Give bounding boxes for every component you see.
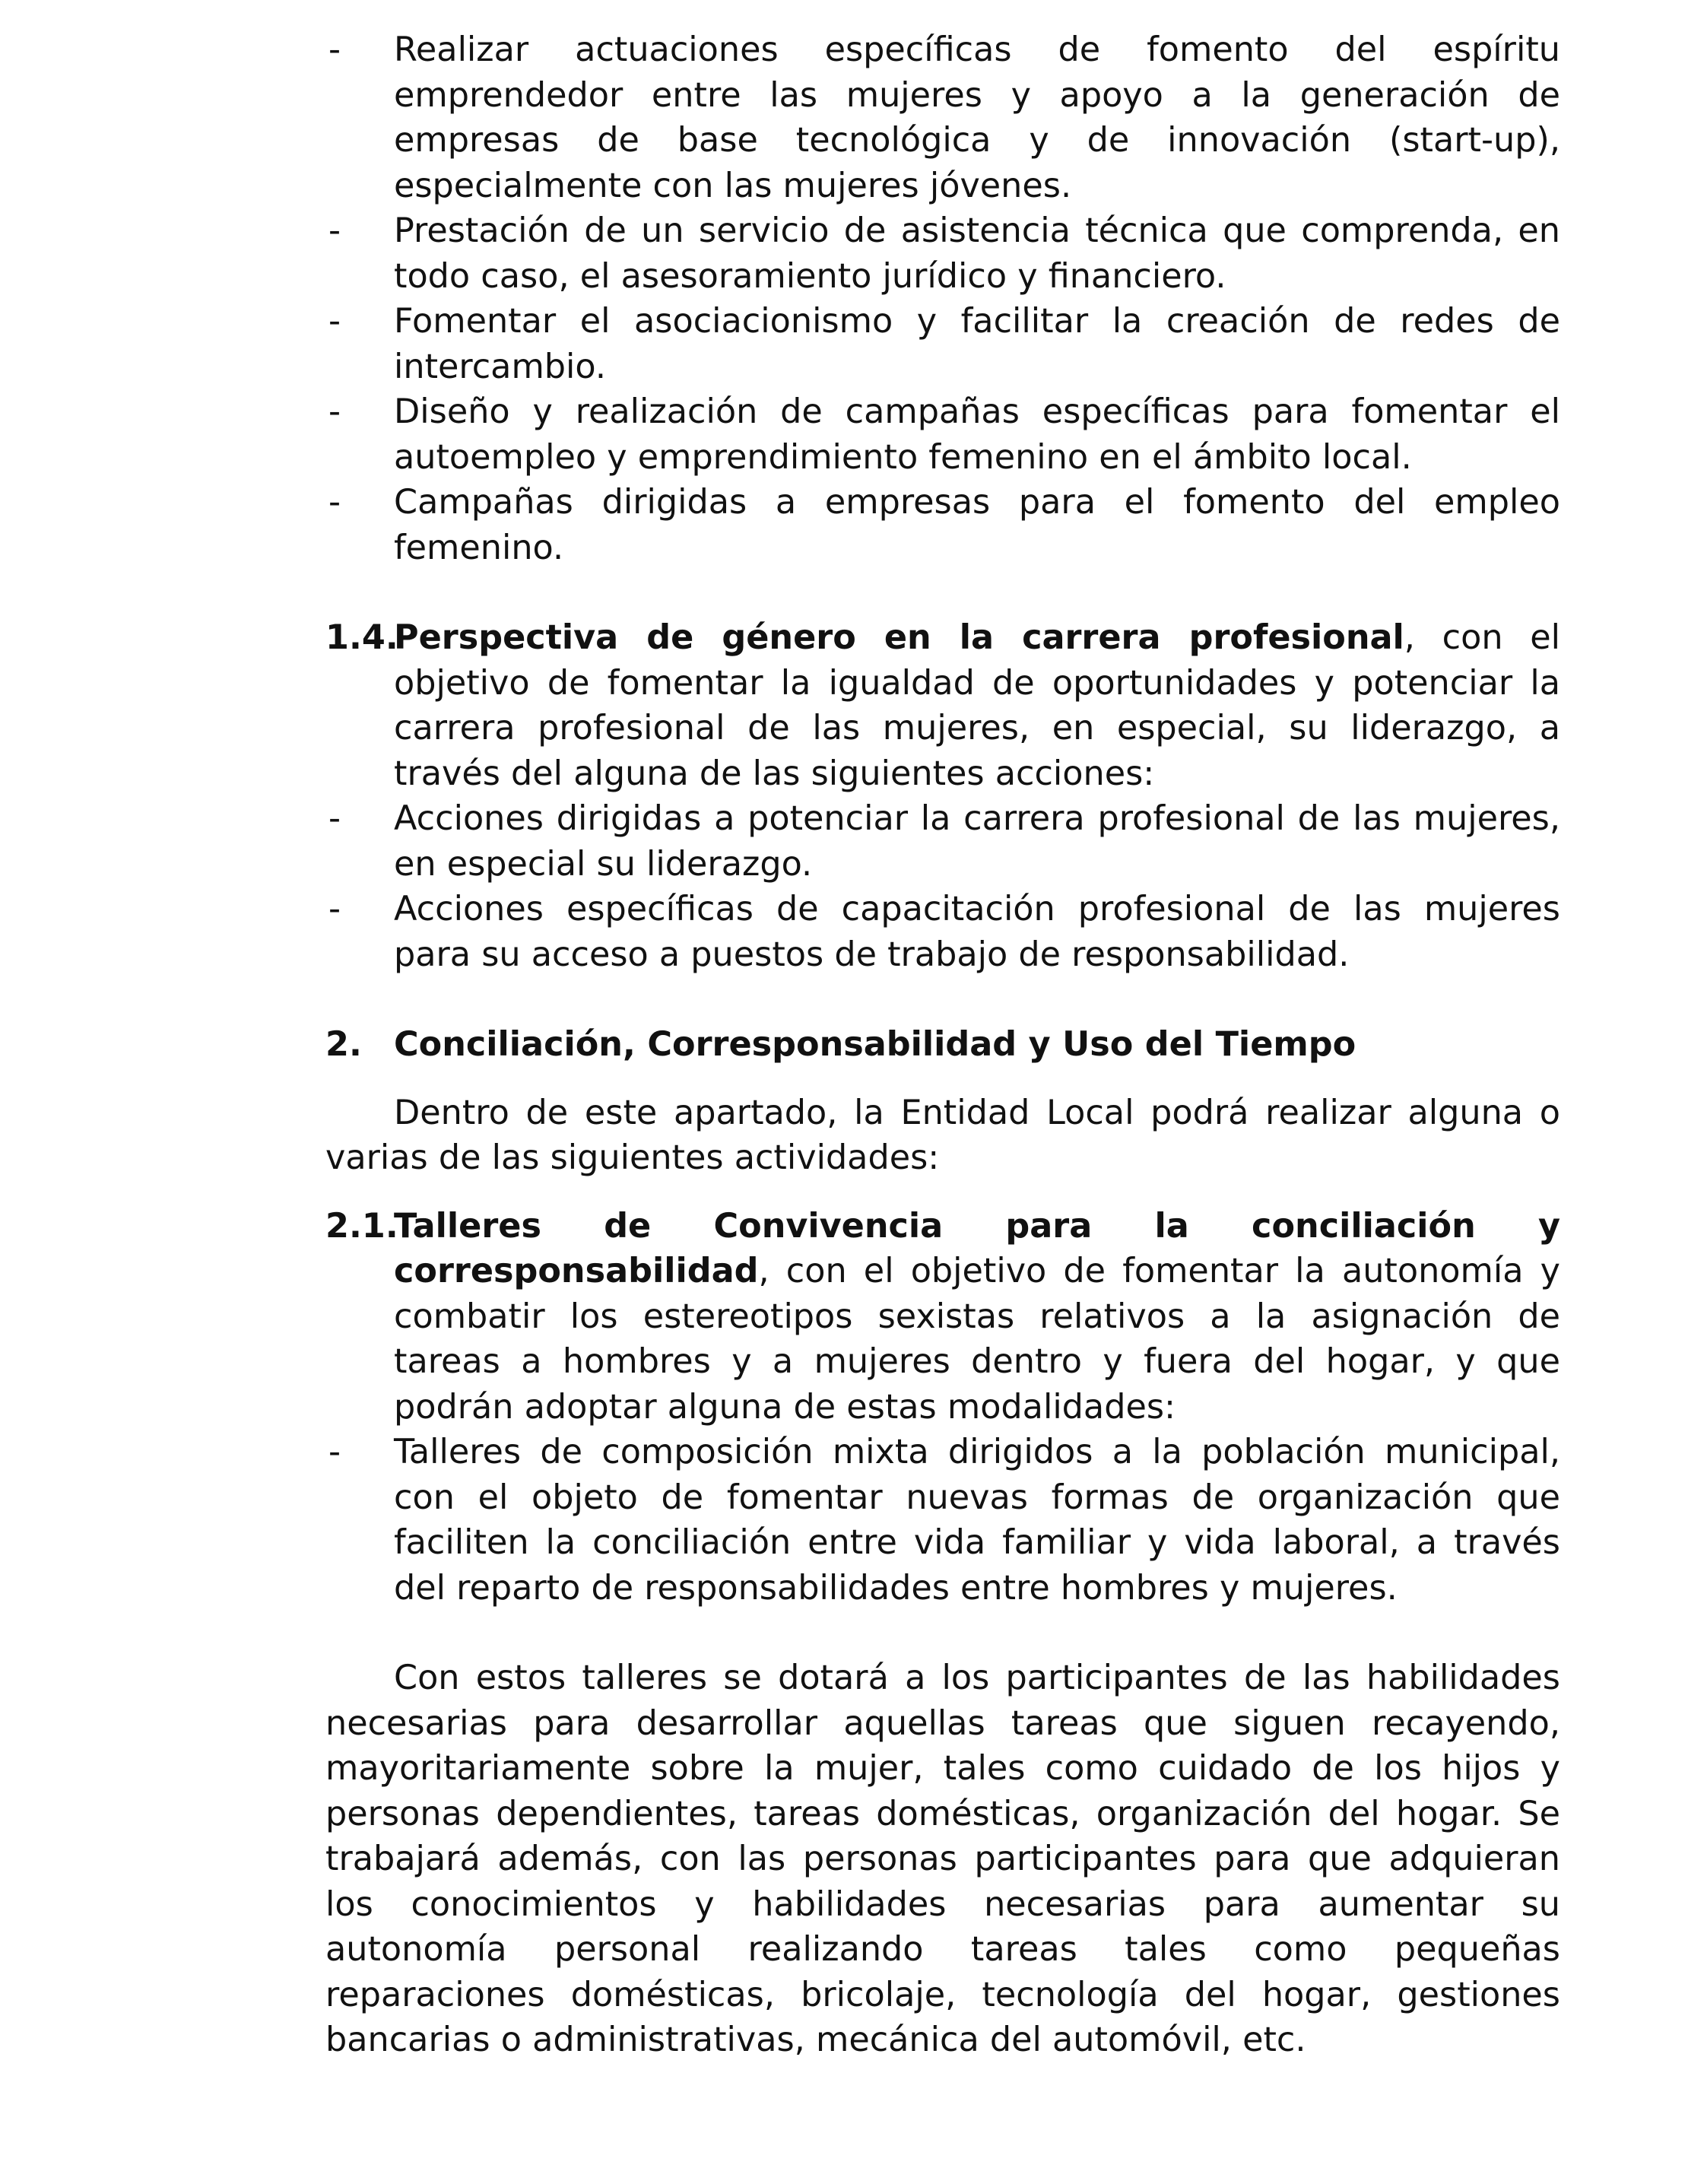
bullet-marker: - bbox=[328, 890, 341, 929]
document-page bbox=[325, 27, 1560, 2063]
list-item-text: Fomentar el asociacionismo y facilitar la creación de redes de intercambio. bbox=[394, 302, 1560, 386]
section-number: 2.1. bbox=[325, 1206, 398, 1246]
bullet-marker: - bbox=[328, 30, 341, 69]
list-item-text: Campañas dirigidas a empresas para el fomento del empleo femenino. bbox=[394, 483, 1560, 567]
list-item-text: Acciones dirigidas a potenciar la carrera profesional de las mujeres, en especial su liderazgo. bbox=[394, 799, 1560, 884]
list-item bbox=[325, 1430, 1560, 1611]
list-item-text: Talleres de composición mixta dirigidos a la población municipal, con el objeto de fomentar nuevas formas de organización que faciliten la conciliación entre vida familiar y vida laboral, a través del reparto de responsabilidades entre hombres y mujeres. bbox=[394, 1433, 1560, 1608]
list-item bbox=[325, 299, 1560, 389]
bullet-marker: - bbox=[328, 1433, 341, 1471]
list-item-text: Diseño y realización de campañas específicas para fomentar el autoempleo y emprendimiento femenino en el ámbito local. bbox=[394, 392, 1560, 477]
section-title: Conciliación, Corresponsabilidad y Uso del Tiempo bbox=[394, 1025, 1356, 1064]
list-item bbox=[325, 27, 1560, 208]
section-title: Talleres de Convivencia para la conciliación y corresponsabilidad bbox=[394, 1206, 1560, 1290]
section-2-heading bbox=[325, 1022, 1560, 1068]
section-text: , con el objetivo de fomentar la autonomía y combatir los estereotipos sexistas relativos a la asignación de tareas a hombres y a mujeres dentro y fuera del hogar, y que podrán adoptar alguna de estas modalidades: bbox=[394, 1252, 1560, 1427]
bullet-marker: - bbox=[328, 392, 341, 431]
list-item-text: Prestación de un servicio de asistencia técnica que comprenda, en todo caso, el asesoramiento jurídico y financiero. bbox=[394, 211, 1560, 296]
list-item-text: Acciones específicas de capacitación profesional de las mujeres para su acceso a puestos de trabajo de responsabilidad. bbox=[394, 890, 1560, 974]
list-item bbox=[325, 208, 1560, 299]
section-2-1-paragraph bbox=[325, 1204, 1560, 1430]
list-item bbox=[325, 887, 1560, 977]
list-item bbox=[325, 796, 1560, 887]
bullet-marker: - bbox=[328, 211, 341, 250]
bullet-marker: - bbox=[328, 799, 341, 838]
bullet-marker: - bbox=[328, 483, 341, 522]
list-item bbox=[325, 480, 1560, 570]
section-title: Perspectiva de género en la carrera profesional bbox=[394, 618, 1404, 657]
section-1-4-paragraph bbox=[325, 615, 1560, 796]
section-2-intro: Dentro de este apartado, la Entidad Local podrá realizar alguna o varias de las siguientes actividades: bbox=[325, 1093, 1560, 1177]
section-text: , con el objetivo de fomentar la igualdad de oportunidades y potenciar la carrera profesional de las mujeres, en especial, su liderazgo, a través del alguna de las siguientes acciones: bbox=[394, 618, 1560, 793]
list-item bbox=[325, 389, 1560, 480]
bullet-marker: - bbox=[328, 302, 341, 341]
section-number: 1.4. bbox=[325, 618, 398, 657]
closing-paragraph: Con estos talleres se dotará a los participantes de las habilidades necesarias para desarrollar aquellas tareas que siguen recayendo, mayoritariamente sobre la mujer, tales como cuidado de los hijos y personas dependientes, tareas domésticas, organización del hogar. Se trabajará además, con las personas participantes para que adquieran los conocimientos y habilidades necesarias para aumentar su autonomía personal realizando tareas tales como pequeñas reparaciones domésticas, bricolaje, tecnología del hogar, gestiones bancarias o administrativas, mecánica del automóvil, etc. bbox=[325, 1659, 1560, 2059]
list-item-text: Realizar actuaciones específicas de fomento del espíritu emprendedor entre las mujeres y apoyo a la generación de empresas de base tecnológica y de innovación (start-up), especialmente con las mujeres jóvenes. bbox=[394, 30, 1560, 205]
section-number: 2. bbox=[325, 1025, 362, 1064]
